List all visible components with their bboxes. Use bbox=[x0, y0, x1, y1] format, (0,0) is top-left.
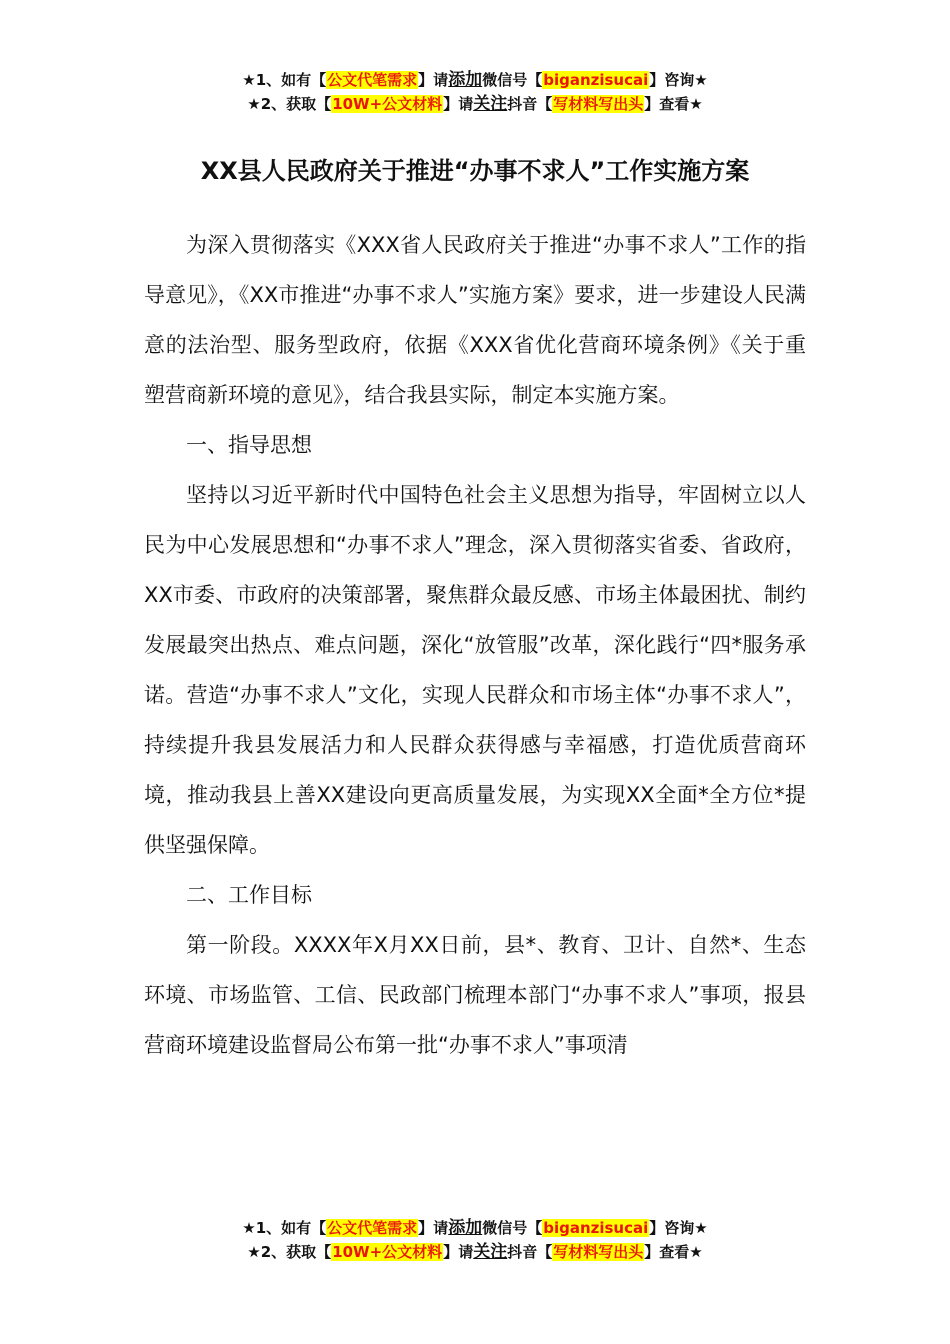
banner-highlight-materials: 10W+公文材料 bbox=[332, 1243, 443, 1261]
footer-banner bbox=[0, 1216, 950, 1264]
banner-highlight-wechat: biganzisucai bbox=[543, 71, 649, 89]
paragraph-phase-one: 第一阶段。XXXX年X月XX日前，县*、教育、卫计、自然*、生态环境、市场监管、工信、民政部门梳理本部门“办事不求人”事项，报县营商环境建设监督局公布第一批“办事不求人”事项清 bbox=[144, 933, 806, 1057]
section-heading-1: 一、指导思想 bbox=[186, 433, 312, 457]
banner-emphasis: 关注 bbox=[473, 1242, 508, 1262]
banner-emphasis: 关注 bbox=[473, 94, 508, 114]
banner-line-1 bbox=[0, 1216, 950, 1240]
paragraph-intro: 为深入贯彻落实《XXX省人民政府关于推进“办事不求人”工作的指导意见》，《XX市推进“办事不求人”实施方案》要求，进一步建设人民满意的法治型、服务型政府，依据《XXX省优化营商环境条例》《关于重塑营商新环境的意见》，结合我县实际，制定本实施方案。 bbox=[144, 233, 806, 407]
banner-text: 】咨询★ bbox=[649, 1219, 708, 1237]
banner-highlight-service: 公文代笔需求 bbox=[327, 71, 418, 89]
banner-text: 抖音【 bbox=[507, 95, 553, 113]
banner-text: ★1、如有【 bbox=[242, 1219, 327, 1237]
document-body bbox=[144, 220, 806, 1070]
banner-text: 】请 bbox=[443, 95, 474, 113]
header-banner bbox=[0, 68, 950, 116]
document-title: XX县人民政府关于推进“办事不求人”工作实施方案 bbox=[200, 157, 750, 185]
banner-text: ★2、获取【 bbox=[247, 1243, 332, 1261]
banner-text: ★2、获取【 bbox=[247, 95, 332, 113]
paragraph-guiding-thought: 坚持以习近平新时代中国特色社会主义思想为指导，牢固树立以人民为中心发展思想和“办事不求人”理念，深入贯彻落实省委、省政府，XX市委、市政府的决策部署，聚焦群众最反感、市场主体最困扰、制约发展最突出热点、难点问题，深化“放管服”改革，深化践行“四*服务承诺。营造“办事不求人”文化，实现人民群众和市场主体“办事不求人”，持续提升我县发展活力和人民群众获得感与幸福感，打造优质营商环境，推动我县上善XX建设向更高质量发展，为实现XX全面*全方位*提供坚强保障。 bbox=[144, 483, 806, 857]
banner-highlight-wechat: biganzisucai bbox=[543, 1219, 649, 1237]
section-heading-2: 二、工作目标 bbox=[186, 883, 312, 907]
banner-line-2 bbox=[0, 1240, 950, 1264]
banner-line-2 bbox=[0, 92, 950, 116]
banner-text: 】请 bbox=[418, 1219, 449, 1237]
banner-text: ★1、如有【 bbox=[242, 71, 327, 89]
banner-text: 】查看★ bbox=[644, 1243, 703, 1261]
banner-text: 抖音【 bbox=[507, 1243, 553, 1261]
banner-text: 】请 bbox=[443, 1243, 474, 1261]
banner-highlight-douyin: 写材料写出头 bbox=[553, 1243, 644, 1261]
banner-text: 】请 bbox=[418, 71, 449, 89]
banner-text: 微信号【 bbox=[482, 71, 543, 89]
banner-highlight-douyin: 写材料写出头 bbox=[553, 95, 644, 113]
banner-emphasis: 添加 bbox=[448, 1218, 483, 1238]
banner-text: 微信号【 bbox=[482, 1219, 543, 1237]
banner-text: 】咨询★ bbox=[649, 71, 708, 89]
banner-text: 】查看★ bbox=[644, 95, 703, 113]
banner-highlight-service: 公文代笔需求 bbox=[327, 1219, 418, 1237]
banner-emphasis: 添加 bbox=[448, 70, 483, 90]
banner-highlight-materials: 10W+公文材料 bbox=[332, 95, 443, 113]
banner-line-1 bbox=[0, 68, 950, 92]
